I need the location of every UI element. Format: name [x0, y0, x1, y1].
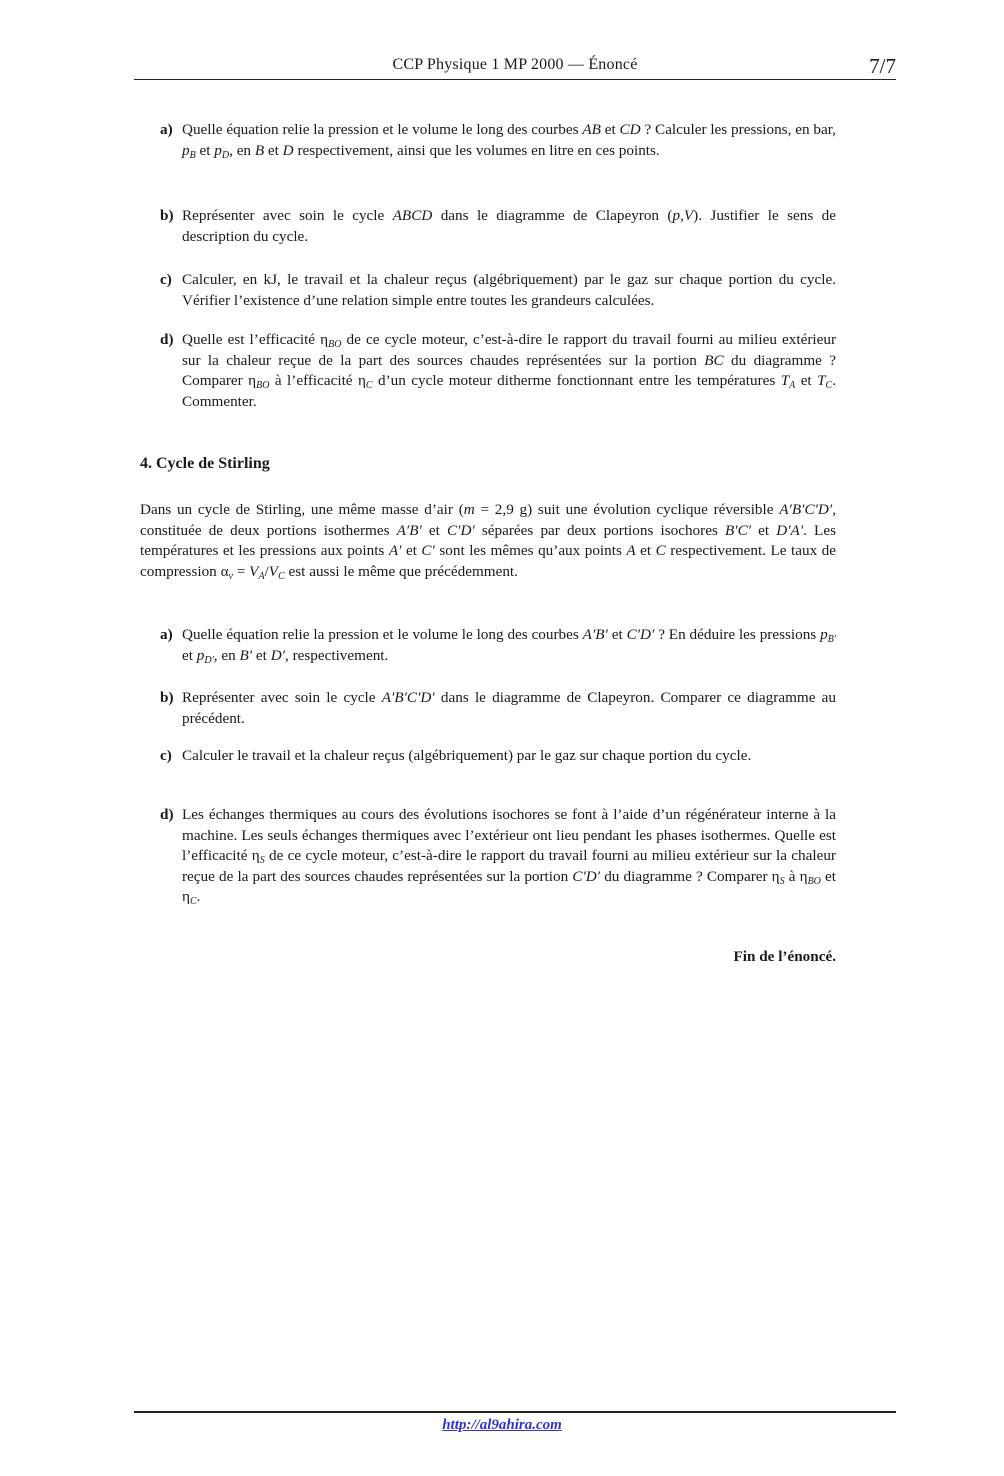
question-label: d)	[160, 331, 174, 348]
question-label: b)	[160, 207, 174, 224]
section-title: 4. Cycle de Stirling	[140, 455, 270, 472]
question-text: Quelle équation relie la pression et le volume le long des courbes AB et CD ? Calculer les pressions, en bar, $p_B$ et $p_D$, en B et D respectivement, ainsi que les volumes en litre en ces points.	[182, 121, 836, 161]
question-4d	[160, 805, 836, 908]
footer-link[interactable]: http://al9ahira.com	[442, 1417, 562, 1433]
header-rule	[134, 79, 896, 80]
question-3d	[160, 330, 836, 412]
question-text: Les échanges thermiques au cours des évolutions isochores se font à l’aide d’un régénérateur interne à la machine. Les seuls échanges thermiques avec l’extérieur ont lieu pendant les phases isothermes. Quelle est l’efficacité $\eta_S$ de ce cycle moteur, c’est-à-dire le rapport du travail fourni au milieu extérieur sur la chaleur reçue de la part des sources chaudes représentées sur la portion C′D′ du diagramme ? Comparer $\eta_S$ à $\eta_{BO}$ et $\eta_C$.	[182, 806, 836, 907]
section-intro: Dans un cycle de Stirling, une même masse d’air (m = 2,9 g) suit une évolution cyclique réversible A′B′C′D′, constituée de deux portions isothermes A′B′ et C′D′ séparées par deux portions isochores B′C′ et D′A′. Les températures et les pressions aux points A′ et C′ sont les mêmes qu’aux points A et C respectivement. Le taux de compression $\alpha_v = V_A/V_C$ est aussi le même que précédemment.	[140, 501, 836, 582]
question-label: d)	[160, 806, 174, 823]
question-4a	[160, 625, 836, 666]
question-3b	[160, 206, 836, 247]
question-label: c)	[160, 747, 172, 764]
question-text: Représenter avec soin le cycle ABCD dans le diagramme de Clapeyron (p,V). Justifier le sens de description du cycle.	[182, 207, 836, 245]
question-3a	[160, 120, 836, 161]
question-4b	[160, 688, 836, 729]
page-header	[134, 54, 896, 80]
question-label: a)	[160, 121, 173, 138]
question-text: Calculer le travail et la chaleur reçus (algébriquement) par le gaz sur chaque portion du cycle.	[182, 747, 752, 764]
page-number: 7/7	[869, 54, 896, 78]
end-of-statement: Fin de l’énoncé.	[733, 948, 836, 965]
question-text: Quelle équation relie la pression et le volume le long des courbes A′B′ et C′D′ ? En déduire les pressions $p_{B'}$ et $p_{D'}$, en B′ et D′, respectivement.	[182, 626, 836, 666]
question-4c	[160, 746, 836, 767]
question-text: Calculer, en kJ, le travail et la chaleur reçus (algébriquement) par le gaz sur chaque portion du cycle. Vérifier l’existence d’une relation simple entre toutes les grandeurs calculées.	[182, 271, 836, 309]
question-label: a)	[160, 626, 173, 643]
question-3c	[160, 270, 836, 311]
question-label: b)	[160, 689, 174, 706]
question-text: Représenter avec soin le cycle A′B′C′D′ dans le diagramme de Clapeyron. Comparer ce diagramme au précédent.	[182, 689, 836, 727]
question-label: c)	[160, 271, 172, 288]
header-title: CCP Physique 1 MP 2000 — Énoncé	[392, 56, 638, 73]
footer-rule	[134, 1411, 896, 1413]
question-text: Quelle est l’efficacité $\eta_{BO}$ de ce cycle moteur, c’est-à-dire le rapport du travail fourni au milieu extérieur sur la chaleur reçue de la part des sources chaudes représentées sur la portion BC du diagramme ? Comparer $\eta_{BO}$ à l’efficacité $\eta_C$ d’un cycle moteur ditherme fonctionnant entre les températures $T_A$ et $T_C$. Commenter.	[182, 331, 837, 410]
